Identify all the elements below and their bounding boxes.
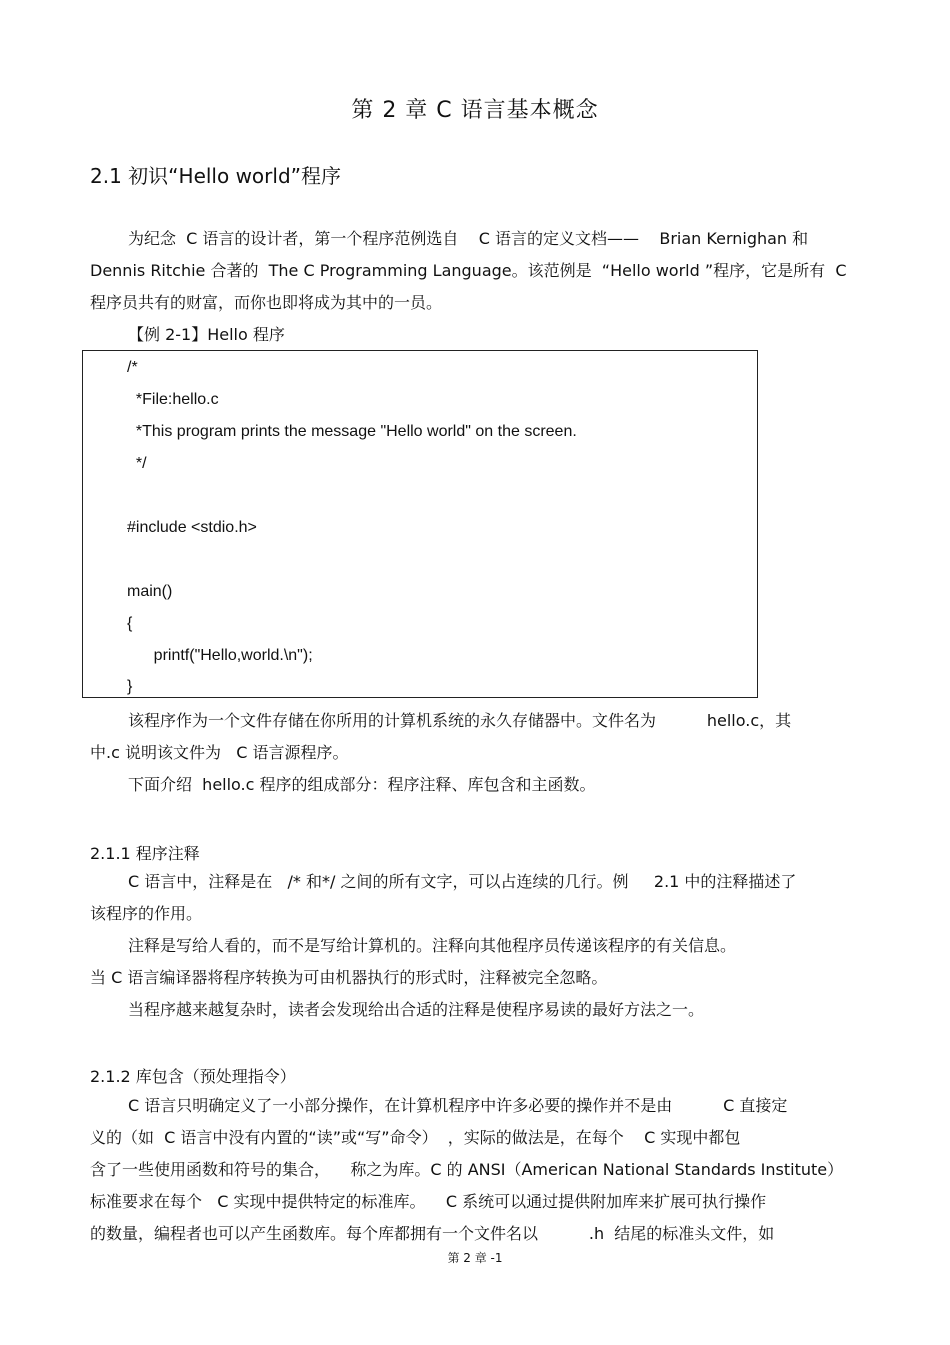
intro-paragraph [90,223,860,319]
body-line: 义的（如 C 语言中没有内置的“读”或“写”命令） ，实际的做法是，在每个 C 实现中都包 [90,1128,741,1147]
code-line: printf("Hello,world.\n"); [127,647,313,664]
subsection-title: 2.1.1 程序注释 [90,844,200,863]
intro-line: 为纪念 C 语言的设计者，第一个程序范例选自 C 语言的定义文档—— Brian Kernighan 和 [128,229,809,248]
code-line: *File:hello.c [127,391,219,408]
after-code-paragraph [90,705,860,801]
body-line: 中.c 说明该文件为 C 语言源程序。 [90,743,349,762]
body-line: 该程序的作用。 [90,904,203,923]
intro-line: Dennis Ritchie 合著的 The C Programming Language。该范例是 “Hello world ”程序，它是所有 C [90,261,847,280]
code-block [82,350,758,698]
body-line: 标准要求在每个 C 实现中提供特定的标准库。 C 系统可以通过提供附加库来扩展可执行操作 [90,1192,767,1211]
code-line: } [127,678,133,695]
example-label: 【例 2-1】Hello 程序 [128,325,285,344]
library-paragraph [90,1090,860,1250]
code-line: */ [127,455,147,472]
body-line: 注释是写给人看的，而不是写给计算机的。注释向其他程序员传递该程序的有关信息。 [128,936,737,955]
body-line: 下面介绍 hello.c 程序的组成部分：程序注释、库包含和主函数。 [128,775,596,794]
code-line: { [127,615,133,632]
code-line: #include <stdio.h> [127,519,257,536]
body-line: 当 C 语言编译器将程序转换为可由机器执行的形式时，注释被完全忽略。 [90,968,608,987]
page-footer: 第 2 章 -1 [447,1251,503,1265]
subsection-title: 2.1.2 库包含（预处理指令） [90,1067,296,1086]
code-line: /* [127,359,138,376]
code-line: main() [127,583,173,600]
body-line: 当程序越来越复杂时，读者会发现给出合适的注释是使程序易读的最好方法之一。 [128,1000,705,1019]
section-title: 2.1 初识“Hello world”程序 [90,164,342,188]
body-line: C 语言中，注释是在 /* 和*/ 之间的所有文字，可以占连续的几行。例 2.1 中的注释描述了 [128,872,797,891]
body-line: 的数量，编程者也可以产生函数库。每个库都拥有一个文件名以 .h 结尾的标准头文件，如 [90,1224,775,1243]
comments-paragraph [90,866,860,1026]
body-line: 该程序作为一个文件存储在你所用的计算机系统的永久存储器中。文件名为 hello.c，其 [128,711,792,730]
intro-line: 程序员共有的财富，而你也即将成为其中的一员。 [90,293,443,312]
body-line: 含了一些使用函数和符号的集合， 称之为库。C 的 ANSI（American National Standards Institute） [90,1160,844,1179]
chapter-title: 第 2 章 C 语言基本概念 [351,98,599,123]
body-line: C 语言只明确定义了一小部分操作，在计算机程序中许多必要的操作并不是由 C 直接定 [128,1096,788,1115]
code-line: *This program prints the message "Hello world" on the screen. [127,423,577,440]
